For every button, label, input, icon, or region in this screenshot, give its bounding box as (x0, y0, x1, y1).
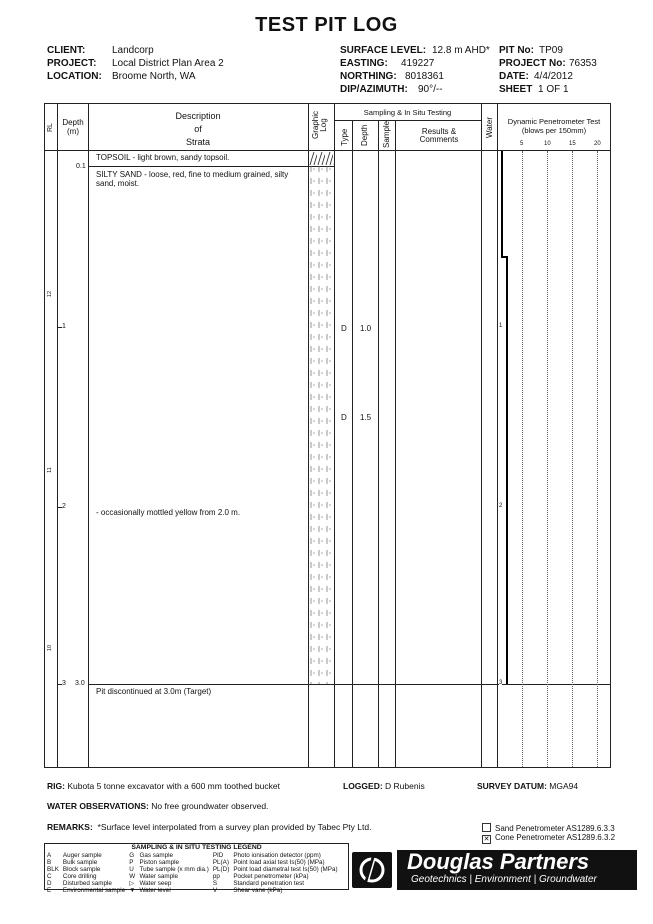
col-dpt: Dynamic Penetrometer Test (blows per 150mm) (507, 117, 601, 135)
pit-label: PIT No: (499, 45, 534, 56)
stratum-topsoil: TOPSOIL - light brown, sandy topsoil. (96, 153, 230, 162)
date-value: 4/4/2012 (534, 71, 573, 82)
location-value: Broome North, WA (112, 71, 196, 82)
projno-label: PROJECT No: (499, 58, 566, 69)
datum-row: SURVEY DATUM: MGA94 (477, 781, 579, 791)
stratum-mottled: - occasionally mottled yellow from 2.0 m. (96, 508, 241, 517)
depth-0-1: 0.1 (76, 163, 86, 170)
graphic-log (309, 151, 334, 684)
depth-2: 2 (62, 503, 66, 510)
legend-cell: Block sample (62, 866, 101, 873)
col-type: Type (340, 128, 349, 146)
date-label: DATE: (499, 71, 529, 82)
legend-cell: Gas sample (139, 852, 174, 859)
legend-cell: ▼ (129, 887, 136, 894)
legend-row (45, 866, 340, 873)
legend-cell: PL(D) (212, 866, 230, 873)
legend-cell: D (47, 880, 52, 887)
dpt-tick-20: 20 (594, 141, 601, 147)
legend-cell: Point load axial test Is(50) (MPa) (233, 859, 325, 866)
dpt-mark-3: 3 (499, 680, 503, 686)
legend-cell: PID (212, 852, 224, 859)
legend-cell: pp (212, 873, 220, 880)
easting-label: EASTING: (340, 58, 388, 69)
rig-row: RIG: Kubota 5 tonne excavator with a 600 mm toothed bucket (47, 781, 280, 791)
northing-label: NORTHING: (340, 71, 397, 82)
logged-row: LOGGED: D Rubenis (343, 781, 425, 791)
depth-1: 1 (62, 323, 66, 330)
col-results: Results & Comments (419, 127, 459, 144)
legend-cell: C (47, 873, 52, 880)
client-row (47, 45, 85, 56)
legend-cell: BLK (47, 866, 59, 873)
surface-label: SURFACE LEVEL: (340, 45, 427, 56)
legend-cell: Point load diametral test Is(50) (MPa) (233, 866, 338, 873)
surface-value: 12.8 m AHD* (432, 45, 490, 56)
logo-tagline: Geotechnics | Environment | Groundwater (411, 874, 597, 885)
sample-type-2: D (341, 413, 347, 422)
rl-11: 11 (46, 467, 53, 473)
dpt-tick-10: 10 (544, 141, 551, 147)
checkbox-checked-icon: ✕ (483, 836, 490, 843)
legend-cell: Standard penetration test (233, 880, 305, 887)
legend-cell: P (129, 859, 134, 866)
legend-title: SAMPLING & IN SITU TESTING LEGEND (131, 844, 262, 851)
checkbox-empty-icon (482, 823, 491, 832)
col-description: Description of Strata (175, 111, 221, 147)
legend-cell: U (129, 866, 134, 873)
cone-penetrometer: ✕ Cone Penetrometer AS1289.6.3.2 (483, 833, 616, 843)
legend-cell: Water level (139, 887, 171, 894)
col-sample-depth: Depth (360, 124, 369, 146)
pit-value: TP09 (539, 45, 563, 56)
rl-10: 10 (47, 644, 54, 652)
dpt-tick-15: 15 (569, 141, 576, 147)
easting-value: 419227 (401, 58, 435, 69)
sample-depth-2: 1.5 (360, 413, 372, 422)
dpt-mark-2: 2 (499, 503, 503, 509)
sample-type-1: D (341, 324, 347, 333)
col-rl: RL (47, 123, 54, 132)
legend-cell: S (212, 880, 218, 887)
legend-cell: V (212, 887, 218, 894)
legend-cell: Tube sample (x mm dia.) (139, 866, 209, 873)
client-label: CLIENT: (47, 45, 86, 56)
legend-cell: Water seep (139, 880, 172, 887)
legend-cell: Core drilling (62, 873, 97, 880)
legend-cell: Shear vane (kPa) (233, 887, 283, 894)
legend-table (45, 852, 340, 894)
client-value: Landcorp (112, 45, 154, 56)
col-depth: Depth (m) (62, 118, 84, 136)
logo-name: Douglas Partners (407, 849, 590, 874)
projno-value: 76353 (569, 58, 597, 69)
sheet-value: 1 OF 1 (538, 84, 569, 95)
legend-cell: PL(A) (212, 859, 229, 866)
northing-value: 8018361 (405, 71, 444, 82)
legend-cell: A (47, 852, 52, 859)
location-label: LOCATION: (47, 71, 102, 82)
legend-cell: W (129, 873, 136, 880)
logo-icon (352, 852, 392, 888)
logo-box (397, 850, 637, 890)
stratum-end: Pit discontinued at 3.0m (Target) (96, 687, 212, 696)
legend-cell: Disturbed sample (62, 880, 112, 887)
legend-box (44, 843, 349, 894)
rl-12: 12 (47, 290, 54, 298)
legend-row (45, 852, 340, 859)
sheet-label: SHEET (499, 84, 533, 95)
legend-cell: Piston sample (139, 859, 180, 866)
water-row: WATER OBSERVATIONS: No free groundwater observed. (47, 801, 269, 811)
logo-mark (352, 852, 392, 888)
col-sampling: Sampling & In Situ Testing (363, 108, 452, 117)
legend-cell: Environmental sample (62, 887, 126, 894)
legend-cell: Pocket penetrometer (kPa) (233, 873, 309, 880)
legend-cell: B (47, 859, 52, 866)
dip-value: 90°/-- (418, 84, 443, 95)
legend-cell: G (129, 852, 135, 859)
legend-cell: ▷ (129, 880, 135, 887)
depth-3-0: 3.0 (75, 680, 85, 687)
col-sample: Sample (382, 120, 391, 148)
col-graphic-log: Graphic Log (311, 111, 328, 140)
dpt-mark-1: 1 (499, 323, 503, 329)
legend-cell: Bulk sample (62, 859, 98, 866)
project-label: PROJECT: (47, 58, 97, 69)
stratum-silty-sand: SILTY SAND - loose, red, fine to medium grained, silty sand, moist. (96, 170, 289, 188)
project-value: Local District Plan Area 2 (112, 58, 224, 69)
legend-row (45, 887, 340, 894)
legend-cell: Water sample (139, 873, 179, 880)
dip-label: DIP/AZIMUTH: (340, 84, 408, 95)
legend-cell: E (47, 887, 52, 894)
remarks-row: REMARKS: *Surface level interpolated from a survey plan provided by Tabec Pty Ltd. (47, 822, 372, 832)
page-title: TEST PIT LOG (255, 14, 398, 36)
legend-cell: Auger sample (62, 852, 102, 859)
legend-row (45, 859, 340, 866)
legend-row (45, 873, 340, 880)
legend-cell: Photo ionisation detector (ppm) (233, 852, 321, 859)
col-water: Water (485, 116, 494, 138)
dpt-trace (497, 151, 610, 767)
dpt-tick-5: 5 (520, 141, 524, 147)
legend-row (45, 880, 340, 887)
sand-penetrometer: Sand Penetrometer AS1289.6.3.3 (482, 823, 615, 833)
sample-depth-1: 1.0 (360, 324, 372, 333)
depth-3: 3 (62, 680, 66, 687)
